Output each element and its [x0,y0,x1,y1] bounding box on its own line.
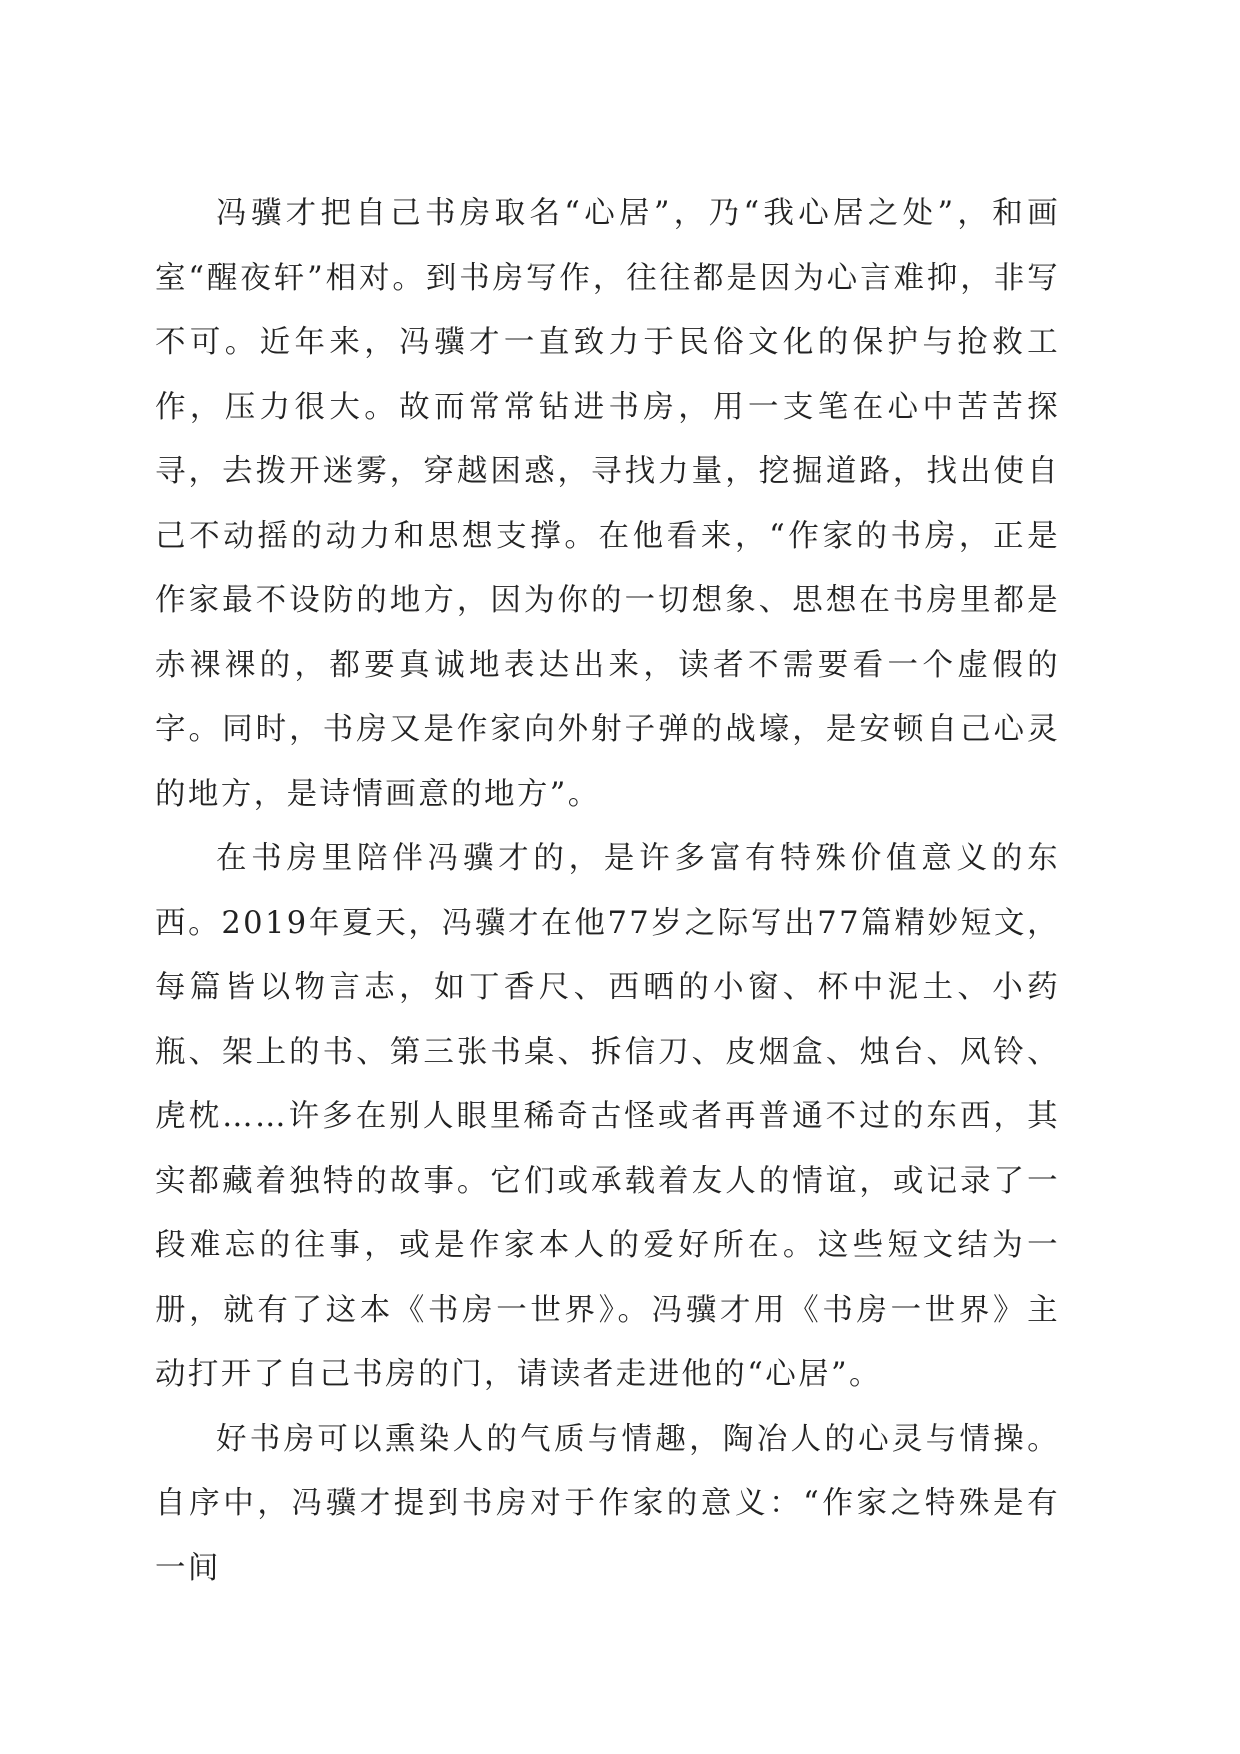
paragraph-3: 好书房可以熏染人的气质与情趣，陶冶人的心灵与情操。自序中，冯骥才提到书房对于作家的意义：“作家之特殊是有一间 [155,1421,1060,1586]
article-body [155,182,1060,1601]
paragraph-1: 冯骥才把自己书房取名“心居”，乃“我心居之处”，和画室“醒夜轩”相对。到书房写作，往往都是因为心言难抑，非写不可。近年来，冯骥才一直致力于民俗文化的保护与抢救工作，压力很大。故而常常钻进书房，用一支笔在心中苦苦探寻，去拨开迷雾，穿越困惑，寻找力量，挖掘道路，找出使自己不动摇的动力和思想支撑。在他看来，“作家的书房，正是作家最不设防的地方，因为你的一切想象、思想在书房里都是赤裸裸的，都要真诚地表达出来，读者不需要看一个虚假的字。同时，书房又是作家向外射子弹的战壕，是安顿自己心灵的地方，是诗情画意的地方”。 [155,196,1060,812]
paragraph-2: 在书房里陪伴冯骥才的，是许多富有特殊价值意义的东西。2019年夏天，冯骥才在他77岁之际写出77篇精妙短文，每篇皆以物言志，如丁香尺、西晒的小窗、杯中泥土、小药瓶、架上的书、第三张书桌、拆信刀、皮烟盒、烛台、风铃、虎枕……许多在别人眼里稀奇古怪或者再普通不过的东西，其实都藏着独特的故事。它们或承载着友人的情谊，或记录了一段难忘的往事，或是作家本人的爱好所在。这些短文结为一册，就有了这本《书房一世界》。冯骥才用《书房一世界》主动打开了自己书房的门，请读者走进他的“心居”。 [155,841,1060,1392]
